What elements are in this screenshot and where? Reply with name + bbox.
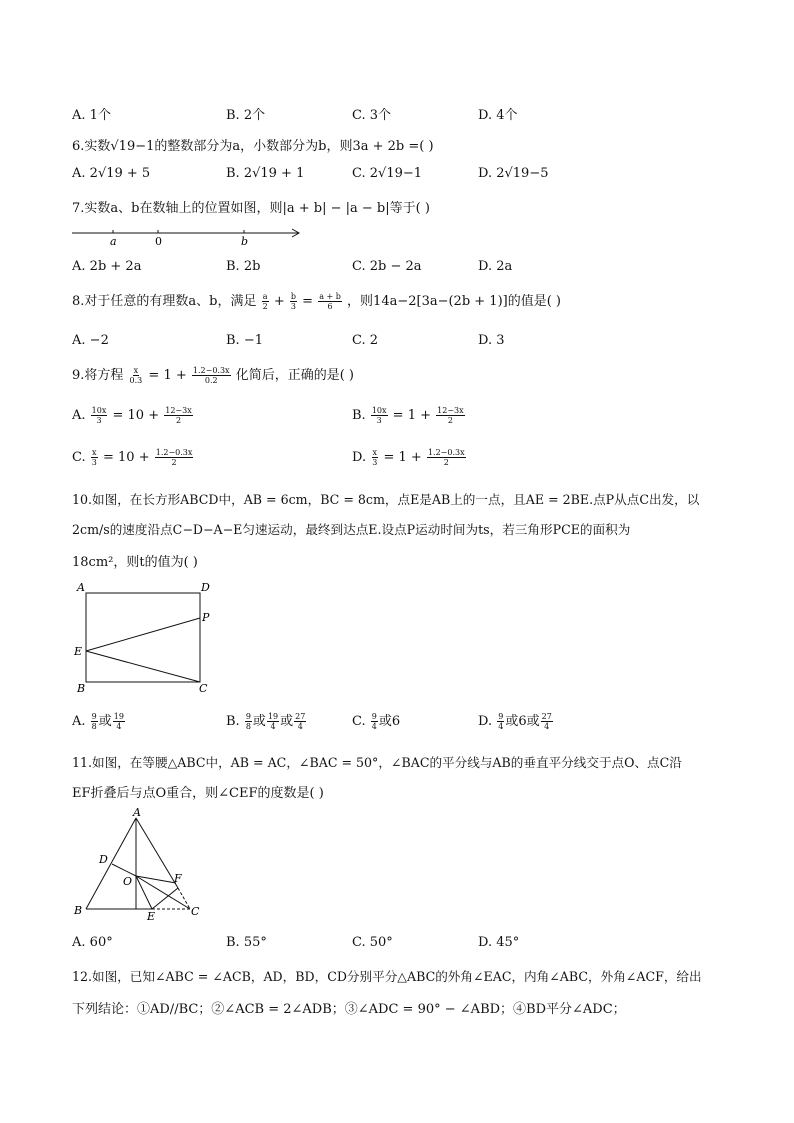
vertex-label-b: B	[77, 682, 86, 695]
q11-option-a: A. 60°	[72, 935, 113, 950]
axis-label-b: b	[241, 235, 249, 248]
q12-stem-line1: 12.如图，已知∠ABC = ∠ACB，AD，BD，CD分别平分△ABC的外角∠EAC，内角∠ABC，外角∠ACF，给出	[72, 969, 702, 984]
q11-stem-line2: EF折叠后与点O重合，则∠CEF的度数是( )	[72, 786, 324, 801]
q11-option-b: B. 55°	[226, 935, 267, 950]
point-label-d: D	[99, 853, 108, 866]
q7-option-b: B. 2b	[226, 259, 261, 274]
q6-option-b: B. 2√19 + 1	[226, 166, 305, 181]
q11-option-c: C. 50°	[352, 935, 393, 950]
q10-stem-line3: 18cm²，则t的值为( )	[72, 555, 198, 570]
vertex-label-c: C	[191, 905, 200, 918]
q5-option-c: C. 3个	[352, 108, 392, 123]
q6-stem: 6.实数√19−1的整数部分为a，小数部分为b，则3a + 2b =( )	[72, 139, 434, 154]
q9-option-d: D. $\frac{x}{3}$ = 1 + $\frac{1.2-0.3x}{2}$	[352, 448, 465, 467]
q10-option-d: D. $\frac{9}{4}$ 或6或 $\frac{27}{4}$	[478, 712, 552, 731]
q10-option-a: A. $\frac{9}{8}$ 或 $\frac{19}{4}$	[72, 712, 124, 731]
fraction: $\frac{a}{2}$	[262, 292, 268, 311]
vertex-label-a: A	[133, 806, 141, 819]
q9-option-b: B. $\frac{10x}{3}$ = 1 + $\frac{12-3x}{2}$	[352, 406, 464, 425]
q9-option-c: C. $\frac{x}{3}$ = 10 + $\frac{1.2-0.3x}{2}$	[72, 448, 193, 467]
q9-option-a: A. $\frac{10x}{3}$ = 10 + $\frac{12-3x}{2}$	[72, 406, 192, 425]
q11-option-d: D. 45°	[478, 935, 520, 950]
q7-option-a: A. 2b + 2a	[72, 259, 142, 274]
q10-stem-line2: 2cm/s的速度沿点C−D−A−E匀速运动，最终到达点E.设点P运动时间为ts，若三角形PCE的面积为	[72, 522, 631, 537]
q8-stem: 8.对于任意的有理数a、b，满足 $\frac{a}{2}$ + $\frac{b}{3}$ = $\frac{a + b}{6}$ ，则14a−2[3a−(2b + 1)]的值是( )	[72, 292, 562, 311]
q10-option-b: B. $\frac{9}{8}$ 或 $\frac{19}{4}$ 或 $\frac{27}{4}$	[226, 712, 306, 731]
axis-label-a: a	[110, 235, 117, 248]
vertex-label-d: D	[201, 581, 210, 594]
point-label-e: E	[74, 645, 83, 658]
q10-option-c: C. $\frac{9}{4}$ 或6	[352, 712, 401, 731]
q8-option-d: D. 3	[478, 333, 505, 348]
q7-number-line	[70, 222, 310, 252]
fraction: $\frac{b}{3}$	[290, 292, 297, 311]
vertex-label-a: A	[77, 581, 85, 594]
fraction: $\frac{a + b}{6}$	[319, 292, 341, 311]
fraction: $\frac{1.2-0.3x}{0.2}$	[192, 366, 230, 385]
vertex-label-b: B	[74, 904, 83, 917]
q10-rectangle-figure	[70, 578, 220, 698]
q6-option-d: D. 2√19−5	[478, 166, 549, 181]
q5-option-d: D. 4个	[478, 108, 518, 123]
q10-stem-line1: 10.如图，在长方形ABCD中，AB = 6cm，BC = 8cm，点E是AB上的一点，且AE = 2BE.点P从点C出发，以	[72, 492, 700, 507]
point-label-o: O	[123, 875, 133, 888]
vertex-label-c: C	[199, 682, 208, 695]
q6-option-a: A. 2√19 + 5	[72, 166, 151, 181]
fraction: $\frac{x}{0.3}$	[129, 366, 143, 385]
q8-option-c: C. 2	[352, 333, 379, 348]
q7-stem: 7.实数a、b在数轴上的位置如图，则|a + b| − |a − b|等于( )	[72, 201, 430, 216]
q7-option-c: C. 2b − 2a	[352, 259, 422, 274]
point-label-p: P	[202, 611, 210, 624]
q9-stem: 9.将方程 $\frac{x}{0.3}$ = 1 + $\frac{1.2-0.3x}{0.2}$ 化简后，正确的是( )	[72, 366, 354, 385]
q5-option-b: B. 2个	[226, 108, 266, 123]
q6-option-c: C. 2√19−1	[352, 166, 423, 181]
q8-option-b: B. −1	[226, 333, 263, 348]
q5-option-a: A. 1个	[72, 108, 111, 123]
point-label-e: E	[147, 910, 156, 923]
point-label-f: F	[174, 872, 182, 885]
q12-stem-line2: 下列结论：①AD//BC；②∠ACB = 2∠ADB；③∠ADC = 90° − ∠ABD；④BD平分∠ADC；	[72, 1002, 626, 1017]
q8-option-a: A. −2	[72, 333, 109, 348]
q7-option-d: D. 2a	[478, 259, 513, 274]
axis-label-zero: 0	[155, 235, 162, 248]
q11-triangle-figure	[70, 806, 210, 926]
q11-stem-line1: 11.如图，在等腰△ABC中，AB = AC，∠BAC = 50°，∠BAC的平分线与AB的垂直平分线交于点O、点C沿	[72, 755, 682, 770]
